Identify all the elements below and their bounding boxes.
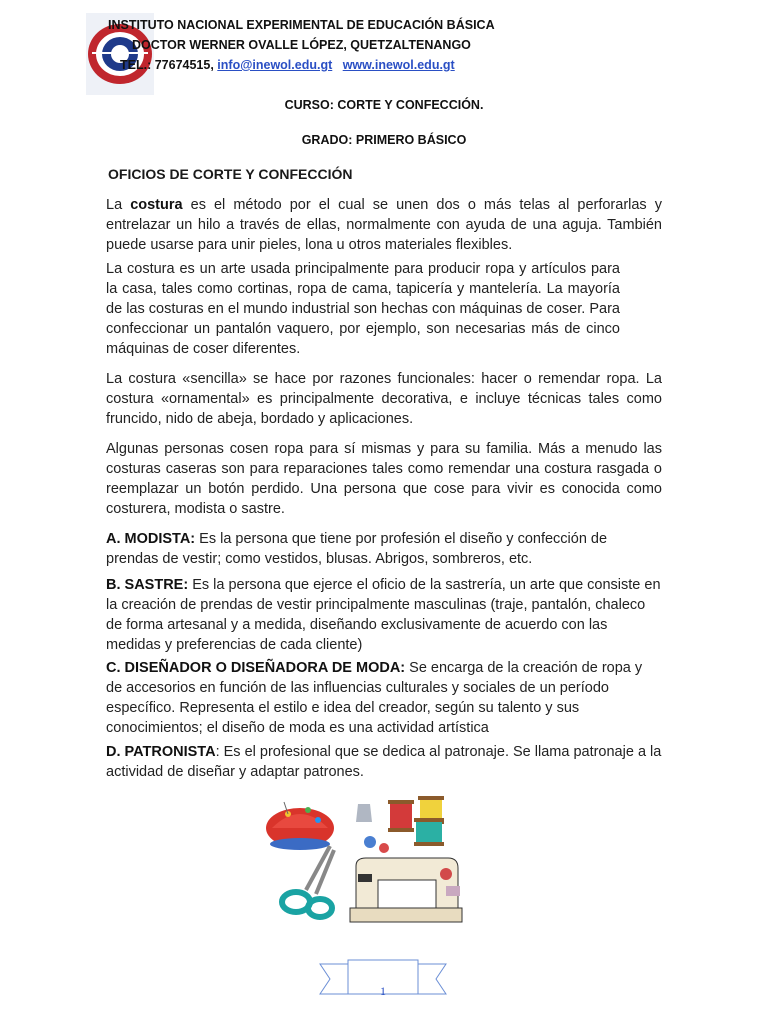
item-disenador-label: C. DISEÑADOR O DISEÑADORA DE MODA: — [106, 660, 406, 676]
item-sastre-label: . SASTRE: — [116, 577, 189, 593]
item-sastre-letter: B — [106, 577, 117, 593]
phone-text: TEL.: 77674515, — [120, 58, 214, 72]
course-label: CURSO: CORTE Y CONFECCIÓN. — [284, 98, 484, 112]
paragraph-1 — [106, 195, 662, 255]
sewing-illustration — [258, 790, 468, 930]
paragraph-2: La costura es un arte usada principalmente para producir ropa y artículos para la casa, tales como cortinas, ropa de cama, tapicería y mantelería. La mayoría de las costuras en el mundo industrial son hechas con máquinas de coser. Para confeccionar un pantalón vaquero, por ejemplo, son necesarias más de cinco máquinas de coser diferentes. — [106, 261, 620, 357]
p1-post: es el método por el cual se unen dos o más telas al perforarlas y entrelazar un hilo a través de ellas, normalmente con ayuda de una aguja. También puede usarse para unir pieles, lona u otros materiales flexibles. — [106, 197, 662, 253]
page-number-banner — [318, 958, 448, 998]
thimble-icon — [356, 804, 372, 822]
item-disenador — [106, 658, 662, 738]
website-link[interactable]: www.inewol.edu.gt — [342, 58, 455, 72]
paragraph-3: La costura «sencilla» se hace por razones funcionales: hacer o remendar ropa. La costura «ornamental» es principalmente decorativa, e incluye técnicas tales como fruncido, nido de abeja, bordado y aplicaciones. — [106, 371, 662, 427]
p1-bold: costura — [130, 197, 183, 213]
p1-pre: La — [106, 197, 131, 213]
paragraph-4: Algunas personas cosen ropa para sí mismas y para su familia. Más a menudo las costuras caseras son para reparaciones tales como remendar una costura rasgada o reemplazar un botón perdido. Una persona que cose para vivir es conocida como costurera, modista o sastre. — [106, 441, 662, 517]
institution-subtitle: DOCTOR WERNER OVALLE LÓPEZ, QUETZALTENANGO — [132, 38, 471, 52]
item-patronista-text: : Es el profesional que se dedica al patronaje. Se llama patronaje a la actividad de diseñar y adaptar patrones. — [106, 744, 662, 780]
grade-label: GRADO: PRIMERO BÁSICO — [301, 133, 467, 147]
item-patronista-label: D. PATRONISTA — [106, 744, 216, 760]
email-link[interactable]: info@inewol.edu.gt — [217, 58, 333, 72]
item-patronista — [106, 742, 662, 782]
institution-name: INSTITUTO NACIONAL EXPERIMENTAL DE EDUCACIÓN BÁSICA — [108, 18, 495, 32]
contact-line — [120, 58, 455, 72]
item-sastre-text: Es la persona que ejerce el oficio de la sastrería, un arte que consiste en la creación de prendas de vestir principalmente masculinas (traje, pantalón, chaleco de forma artesanal y a medida, diseñando exclusivamente de acuerdo con las medidas y preferencias de cada cliente) — [106, 577, 661, 653]
page-number: 1 — [380, 984, 386, 998]
section-title: OFICIOS DE CORTE Y CONFECCIÓN — [108, 166, 353, 182]
item-modista-label: A. MODISTA: — [106, 531, 196, 547]
item-modista-text: Es la persona que tiene por profesión el diseño y confección de prendas de vestir; como vestidos, blusas. Abrigos, sombreros, etc. — [106, 531, 608, 567]
item-sastre — [106, 575, 662, 655]
item-modista — [106, 529, 662, 569]
item-disenador-text: Se encarga de la creación de ropa y de accesorios en función de las influencias culturales y sociales de un período específico. Representa el estilo e idea del creador, según su talento y sus conocimientos; el diseño de moda es una actividad artística — [106, 660, 643, 736]
